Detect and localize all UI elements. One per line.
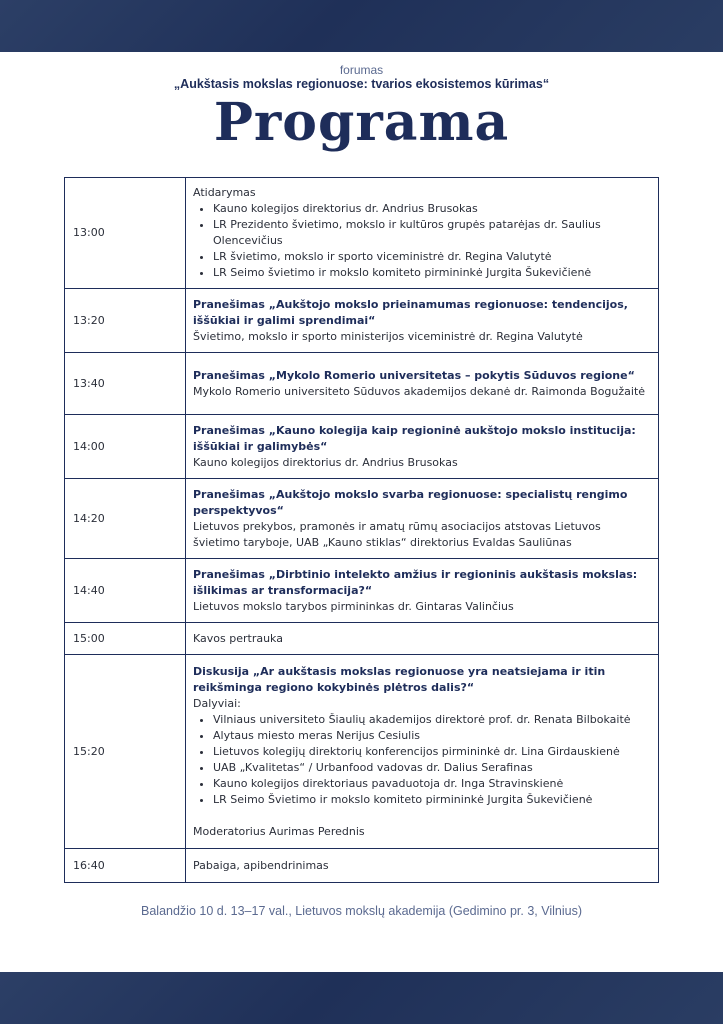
list-item: • LR Prezidento švietimo, mokslo ir kultūros grupės patarėjas dr. Saulius Olencevičius — [213, 217, 651, 249]
program-row — [65, 479, 659, 559]
session-title: Pranešimas „Aukštojo mokslo prieinamumas regionuose: tendencijos, iššūkiai ir galimi sprendimai“ — [193, 297, 628, 327]
row-content — [186, 289, 659, 353]
row-time: 13:40 — [65, 353, 186, 415]
list-item: • Alytaus miesto meras Nerijus Cesiulis — [213, 728, 651, 744]
row-time: 16:40 — [65, 849, 186, 883]
list-item: • Kauno kolegijos direktoriaus pavaduotoja dr. Inga Stravinskienė — [213, 776, 651, 792]
row-intro: Atidarymas — [193, 186, 256, 199]
row-time: 14:40 — [65, 559, 186, 623]
top-banner — [0, 0, 723, 52]
program-row — [65, 849, 659, 883]
row-content — [186, 479, 659, 559]
row-time: 15:00 — [65, 623, 186, 655]
session-speaker: Kauno kolegijos direktorius dr. Andrius Brusokas — [193, 455, 458, 469]
program-row — [65, 655, 659, 849]
list-item: • LR Seimo švietimo ir mokslo komiteto pirmininkė Jurgita Šukevičienė — [213, 265, 651, 281]
row-content — [186, 178, 659, 289]
row-content — [186, 353, 659, 415]
session-title: Pranešimas „Mykolo Romerio universitetas – pokytis Sūduvos regione“ — [193, 368, 635, 382]
row-content: Kavos pertrauka — [186, 623, 659, 655]
row-intro: Dalyviai: — [193, 696, 241, 710]
row-time: 14:00 — [65, 415, 186, 479]
row-time: 14:20 — [65, 479, 186, 559]
list-item: • LR Seimo Švietimo ir mokslo komiteto pirmininkė Jurgita Šukevičienė — [213, 792, 651, 808]
session-title: Pranešimas „Aukštojo mokslo svarba regionuose: specialistų rengimo perspektyvos“ — [193, 487, 628, 517]
program-table — [64, 177, 659, 883]
forum-label: forumas — [339, 63, 384, 77]
bottom-banner — [0, 972, 723, 1024]
list-item: • LR švietimo, mokslo ir sporto viceministrė dr. Regina Valutytė — [213, 249, 651, 265]
session-speaker: Lietuvos prekybos, pramonės ir amatų rūmų asociacijos atstovas Lietuvos švietimo taryboje, UAB „Kauno stiklas“ direktorius Evaldas Sauliūnas — [193, 519, 601, 549]
session-speaker: Švietimo, mokslo ir sporto ministerijos viceministrė dr. Regina Valutytė — [193, 329, 583, 343]
row-time: 13:00 — [65, 178, 186, 289]
session-title: Pranešimas „Kauno kolegija kaip regioninė aukštojo mokslo institucija: iššūkiai ir galimybės“ — [193, 423, 636, 453]
forum-subtitle: „Aukštasis mokslas regionuose: tvarios ekosistemos kūrimas“ — [173, 77, 550, 91]
program-row — [65, 353, 659, 415]
list-item: • Lietuvos kolegijų direktorių konferencijos pirmininkė dr. Lina Girdauskienė — [213, 744, 651, 760]
program-row — [65, 289, 659, 353]
session-title: Diskusija „Ar aukštasis mokslas regionuose yra neatsiejama ir itin reikšminga regiono kokybinės plėtros dalis?“ — [193, 664, 606, 694]
row-content — [186, 655, 659, 849]
program-row — [65, 559, 659, 623]
session-speaker: Mykolo Romerio universiteto Sūduvos akademijos dekanė dr. Raimonda Bogužaitė — [193, 384, 646, 398]
program-row — [65, 623, 659, 655]
row-content — [186, 415, 659, 479]
participant-list — [193, 712, 651, 808]
session-title: Pranešimas „Dirbtinio intelekto amžius ir regioninis aukštasis mokslas: išlikimas ar transformacija?“ — [193, 567, 638, 597]
program-row — [65, 178, 659, 289]
event-details: Balandžio 10 d. 13–17 val., Lietuvos mokslų akademija (Gedimino pr. 3, Vilnius) — [141, 904, 582, 918]
row-time: 13:20 — [65, 289, 186, 353]
row-content: Pabaiga, apibendrinimas — [186, 849, 659, 883]
moderator: Moderatorius Aurimas Perednis — [193, 824, 365, 838]
page-title: Programa — [213, 92, 510, 153]
row-time: 15:20 — [65, 655, 186, 849]
program-row — [65, 415, 659, 479]
row-content — [186, 559, 659, 623]
session-speaker: Lietuvos mokslo tarybos pirmininkas dr. Gintaras Valinčius — [193, 599, 514, 613]
list-item: • Kauno kolegijos direktorius dr. Andrius Brusokas — [213, 201, 651, 217]
list-item: • Vilniaus universiteto Šiaulių akademijos direktorė prof. dr. Renata Bilbokaitė — [213, 712, 651, 728]
list-item: • UAB „Kvalitetas“ / Urbanfood vadovas dr. Dalius Serafinas — [213, 760, 651, 776]
speaker-list — [193, 201, 651, 281]
